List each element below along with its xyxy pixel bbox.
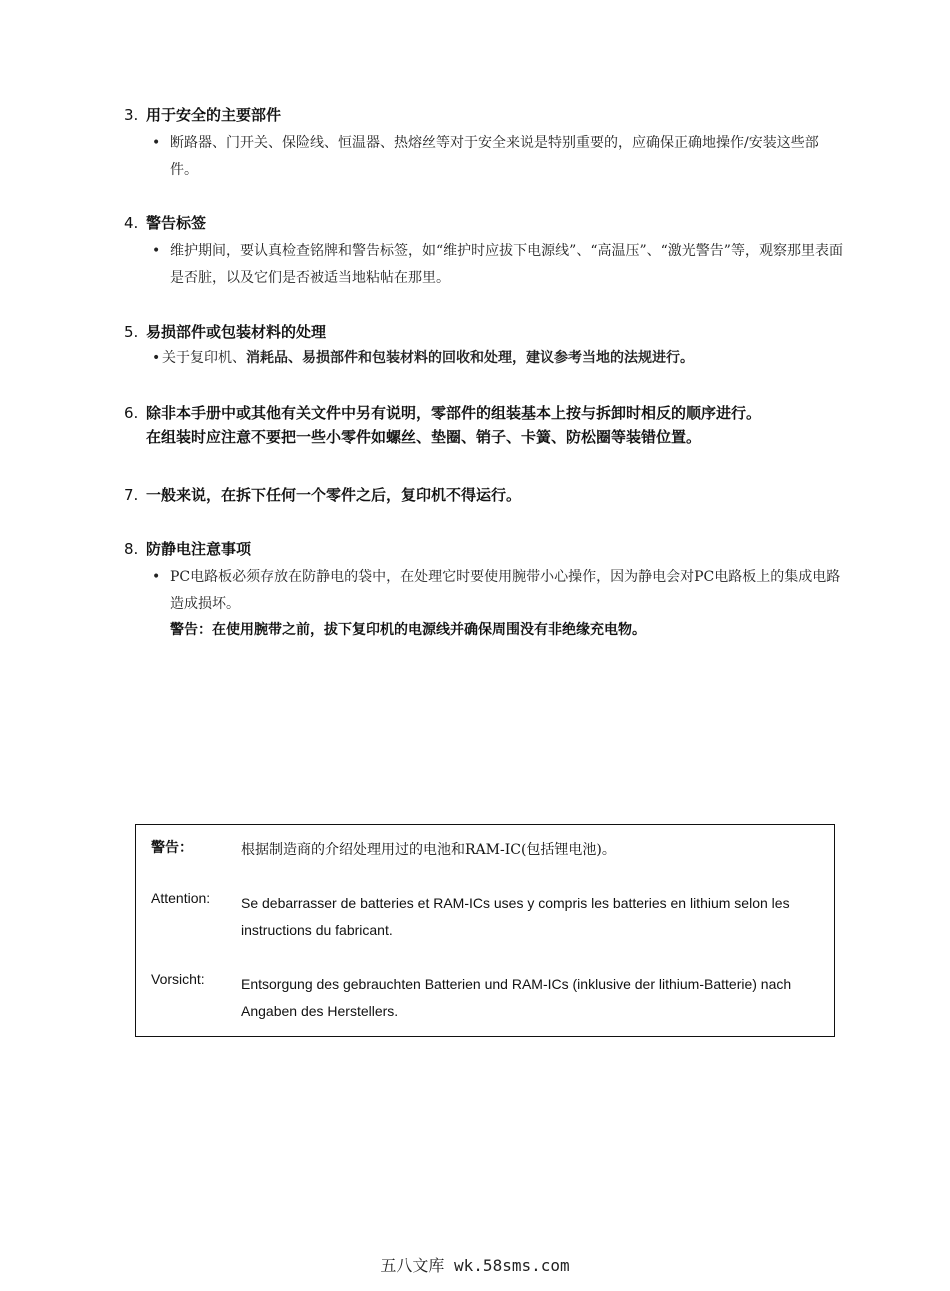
section-text: 在组装时应注意不要把一些小零件如螺丝、垫圈、销子、卡簧、防松圈等装错位置。 — [146, 428, 702, 446]
battery-notice-box — [135, 824, 835, 1037]
bullet-icon: • — [152, 569, 161, 585]
warning-text: 警告：在使用腕带之前，拔下复印机的电源线并确保周围没有非绝缘充电物。 — [170, 622, 646, 638]
notice-label: Attention: — [151, 890, 211, 906]
footer-url[interactable]: wk.58sms.com — [454, 1256, 570, 1275]
bullet-icon: • — [152, 243, 161, 259]
section-title: 8. 防静电注意事项 — [124, 540, 252, 558]
section-title: 7. 一般来说，在拆下任何一个零件之后，复印机不得运行。 — [124, 486, 522, 504]
notice-label: 警告： — [151, 839, 193, 855]
section-title: 4. 警告标签 — [124, 214, 207, 232]
bullet-item: • 断路器、门开关、保险线、恒温器、热熔丝等对于安全来说是特别重要的，应确保正确地操作/安装这些部件。 — [124, 130, 844, 184]
section-title: 3. 用于安全的主要部件 — [124, 106, 282, 124]
section-7 — [124, 484, 844, 506]
footer-watermark: 五八文库 wk.58sms.com — [380, 1256, 570, 1275]
section-6 — [124, 402, 844, 451]
bullet-item: • 关于复印机、消耗品、易损部件和包装材料的回收和处理，建议参考当地的法规进行。 — [124, 345, 844, 372]
bullet-item: • PC电路板必须存放在防静电的袋中，在处理它时要使用腕带小心操作，因为静电会对PC电路板上的集成电路造成损坏。 — [124, 564, 844, 618]
bullet-item: • 维护期间，要认真检查铭牌和警告标签，如“维护时应拔下电源线”、“高温压”、“激光警告”等，观察那里表面是否脏，以及它们是否被适当地粘帖在那里。 — [124, 238, 844, 292]
bullet-icon: • — [152, 350, 161, 366]
section-8 — [124, 538, 844, 642]
notice-label: Vorsicht: — [151, 971, 205, 987]
notice-text: Entsorgung des gebrauchten Batterien und RAM-ICs (inklusive der lithium-Batterie) nach Angaben des Herstellers. — [241, 976, 792, 1019]
section-4 — [124, 212, 844, 292]
notice-text: Se debarrasser de batteries et RAM-ICs uses y compris les batteries en lithium selon les instructions du fabricant. — [241, 895, 790, 938]
notice-text: 根据制造商的介绍处理用过的电池和RAM-IC(包括锂电池)。 — [241, 842, 616, 858]
section-5 — [124, 321, 844, 372]
section-3 — [124, 104, 844, 184]
section-title: 6. 除非本手册中或其他有关文件中另有说明，零部件的组装基本上按与拆卸时相反的顺序进行。 — [124, 404, 762, 422]
bullet-icon: • — [152, 135, 161, 151]
section-title: 5. 易损部件或包装材料的处理 — [124, 323, 327, 341]
